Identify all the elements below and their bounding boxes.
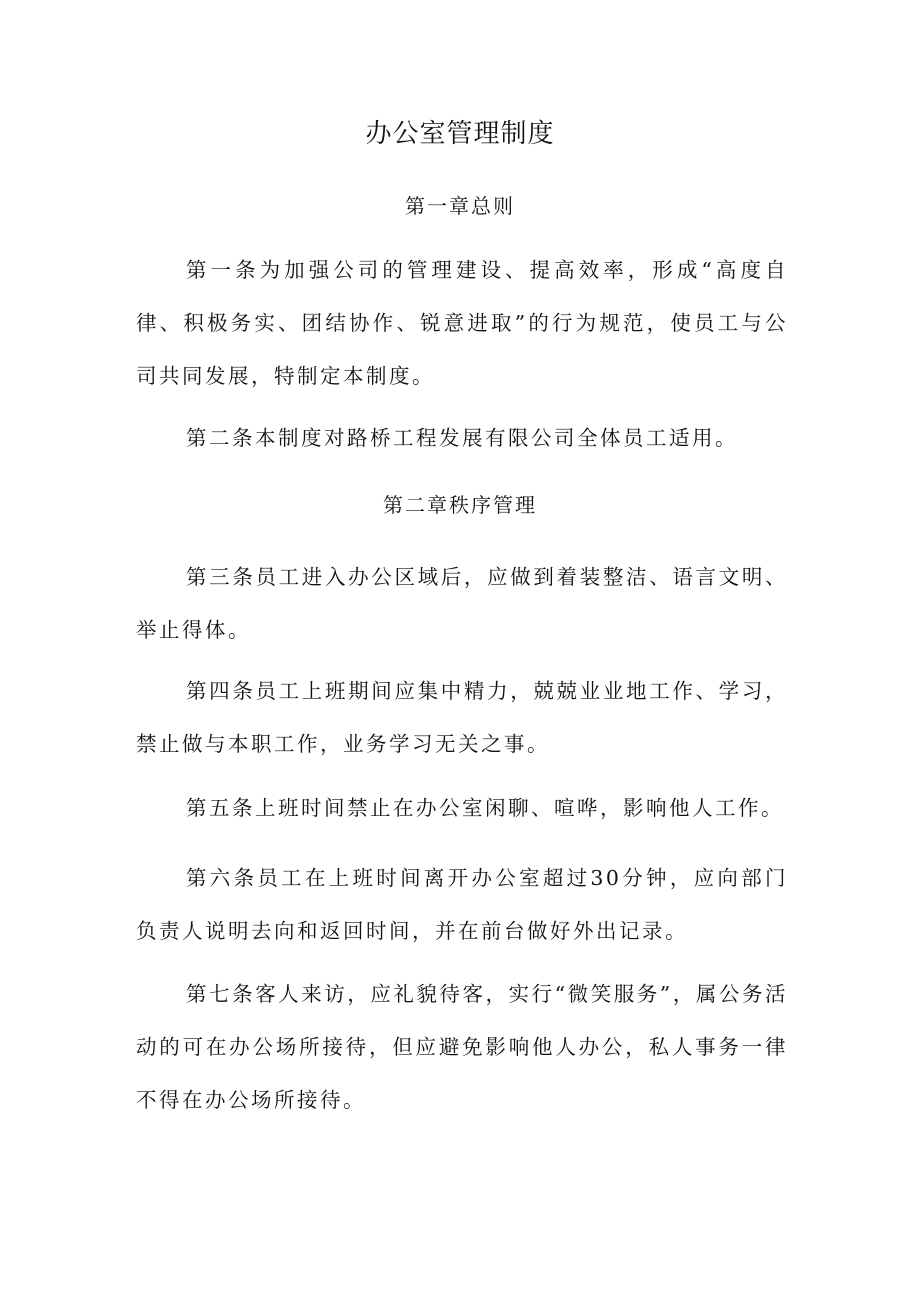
article-paragraph: 第二条本制度对路桥工程发展有限公司全体员工适用。 [186, 426, 738, 450]
article-paragraph: 第六条员工在上班时间离开办公室超过30分钟，应向部门负责人说明去向和返回时间，并在前台做好外出记录。 [136, 866, 788, 943]
article-paragraph: 第七条客人来访，应礼貌待客，实行“微笑服务”，属公务活动的可在办公场所接待，但应避免影响他人办公，私人事务一律不得在办公场所接待。 [136, 982, 788, 1112]
article-paragraph: 第一条为加强公司的管理建设、提高效率，形成“高度自律、积极务实、团结协作、锐意进取”的行为规范，使员工与公司共同发展，特制定本制度。 [136, 258, 788, 388]
article-paragraph: 第三条员工进入办公区域后，应做到着装整洁、语言文明、举止得体。 [136, 565, 788, 642]
chapter-heading: 第一章总则 [405, 194, 515, 218]
document-title: 办公室管理制度 [365, 119, 555, 149]
article-paragraph: 第五条上班时间禁止在办公室闲聊、喧哗，影响他人工作。 [186, 796, 784, 820]
chapter-heading: 第二章秩序管理 [383, 493, 537, 517]
article-paragraph: 第四条员工上班期间应集中精力，兢兢业业地工作、学习，禁止做与本职工作，业务学习无关之事。 [136, 679, 788, 756]
